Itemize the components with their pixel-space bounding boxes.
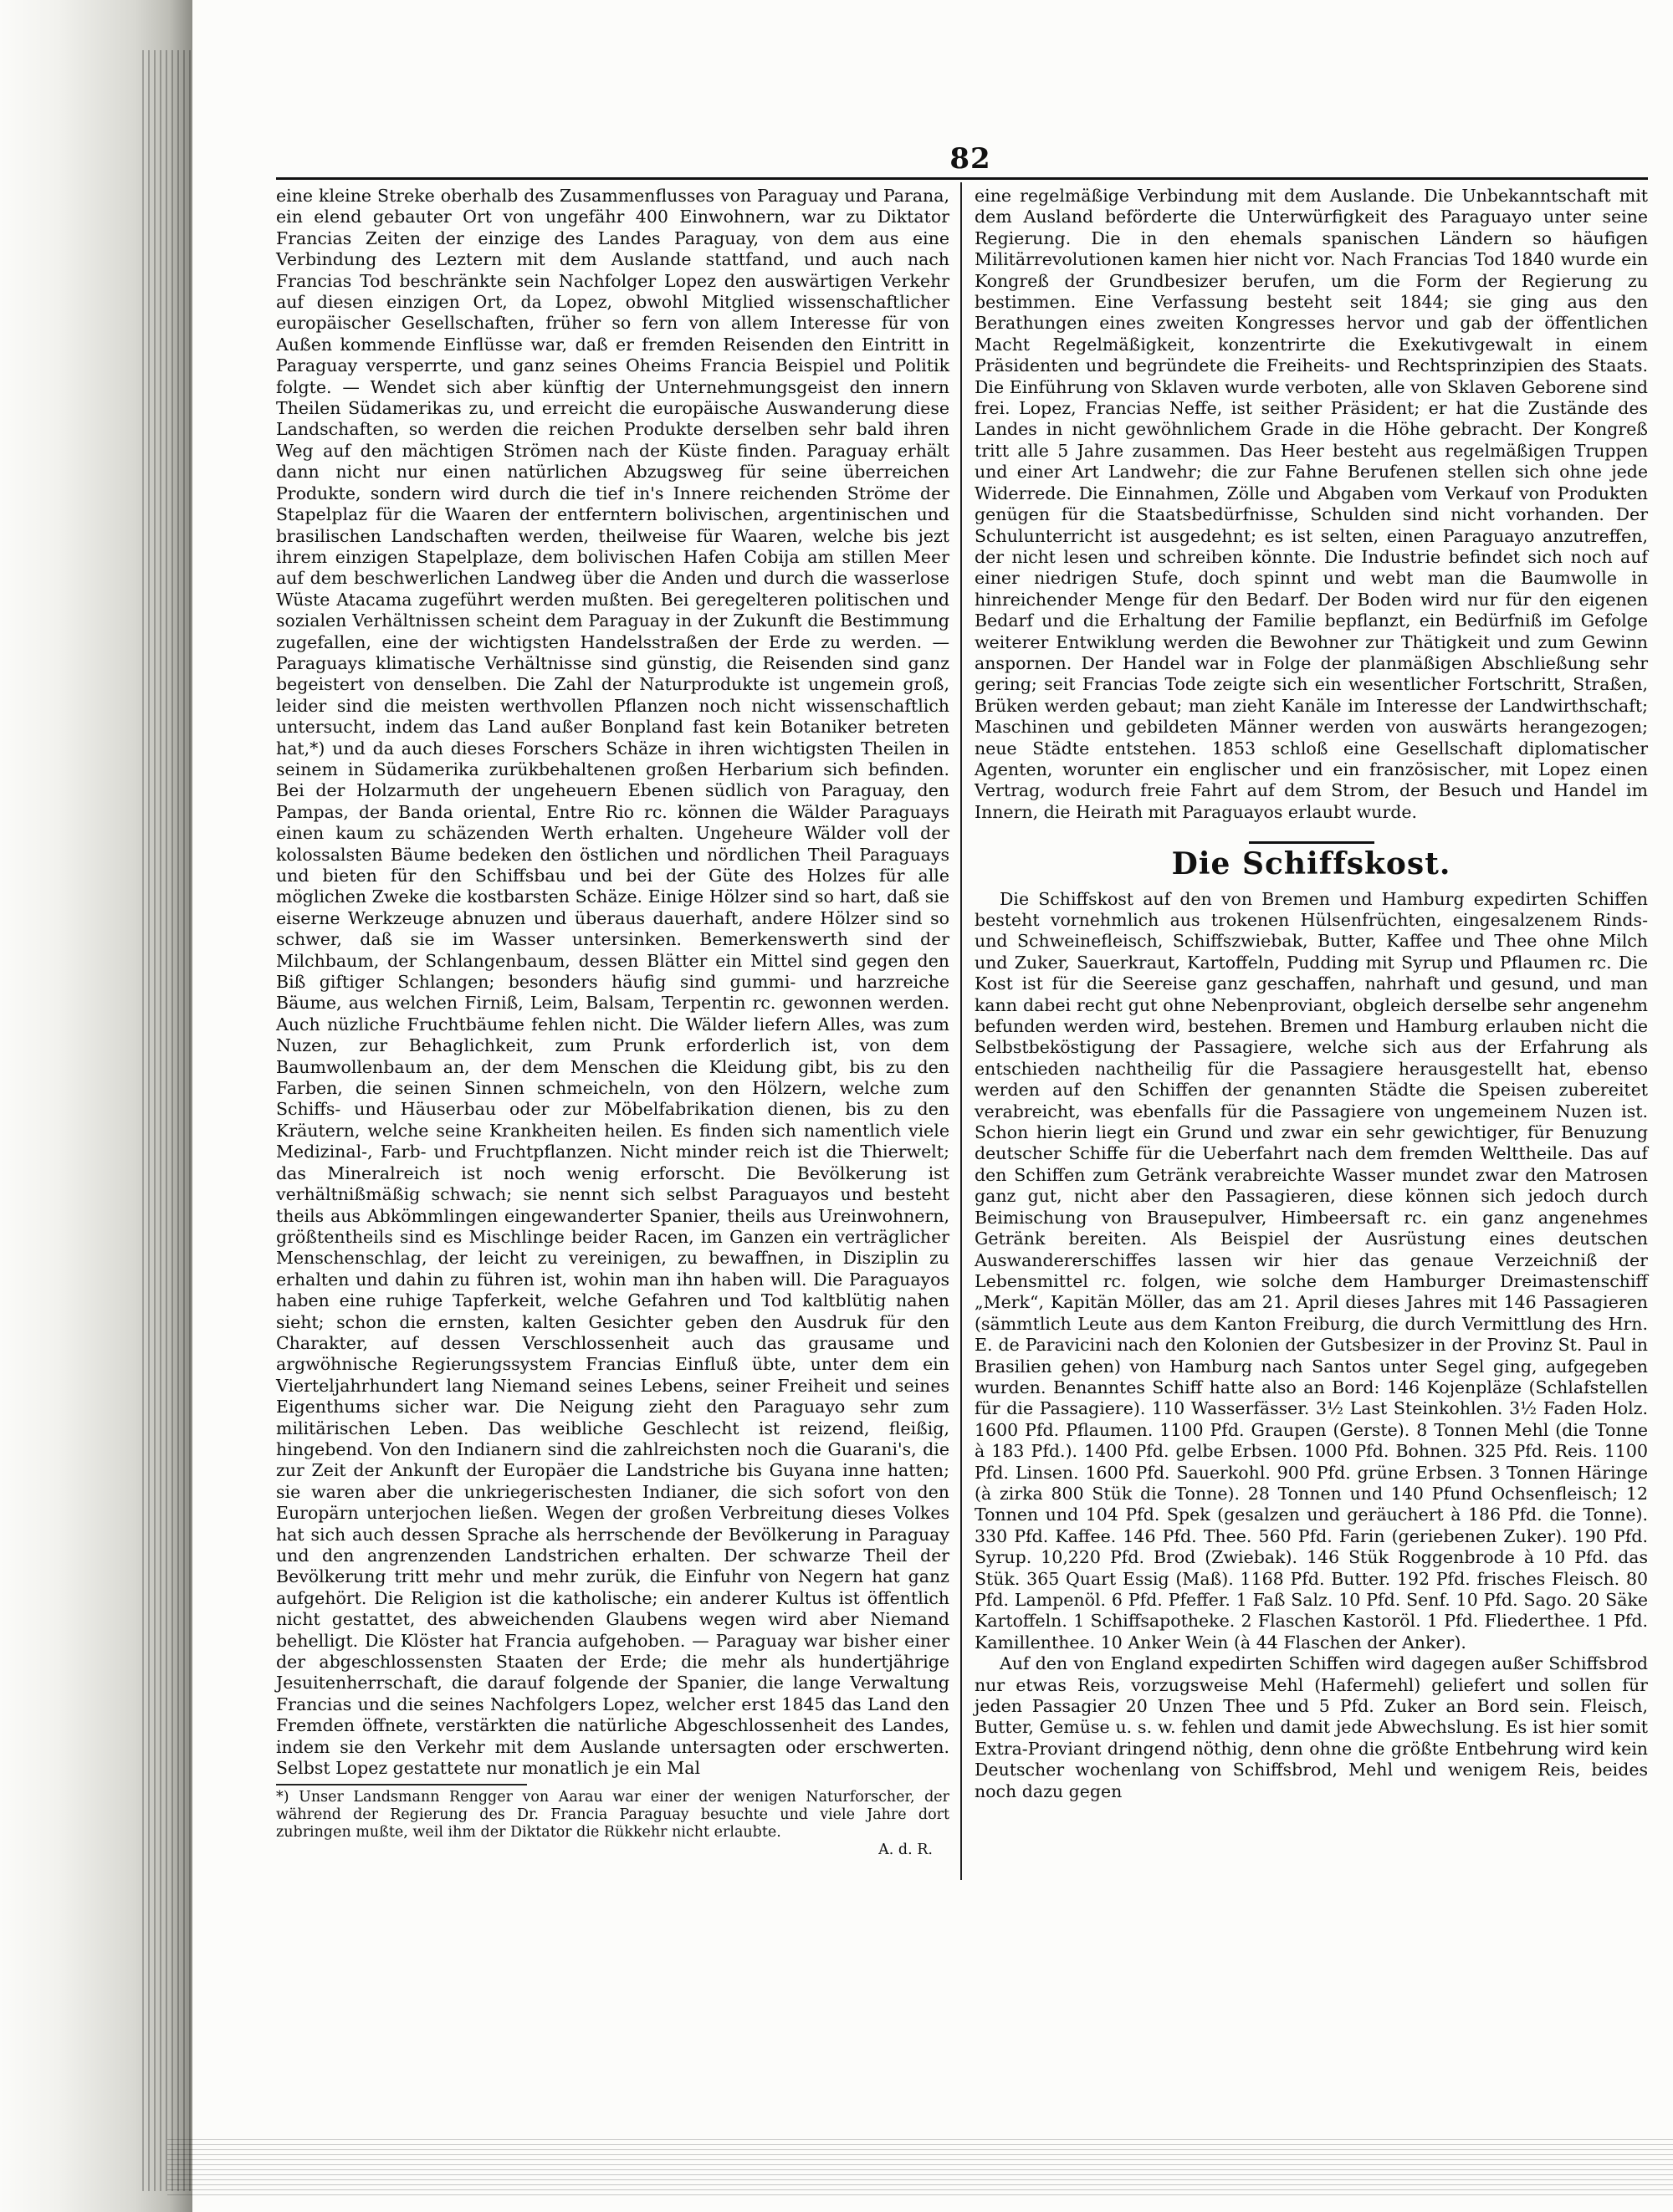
section-paragraph: Die Schiffskost auf den von Bremen und Hamburg expedirten Schiffen besteht vornehmlich aus trokenen Hülsenfrüchten, eingesalzenem Rinds- und Schweinefleisch, Schiffszwiebak, Butter, Kaffee und Thee ohne Milch und Zuker, Sauerkraut, Kartoffeln, Pudding mit Syrup und Pflaumen rc. Die Kost ist für die Seereise ganz geschaffen, nahrhaft und gesund, und man kann dabei recht gut ohne Nebenproviant, obgleich derselbe sehr angenehm befunden werden wird, bestehen. Bremen und Hamburg erlauben nicht die Selbstbeköstigung der Passagiere, welche sich aus der Erfahrung als entschieden nachtheilig für die Passagiere herausgestellt hat, ebenso werden auf den Schiffen der genannten Städte die Speisen zubereitet verabreicht, was ebenfalls für die Passagiere von ungemeinem Nuzen ist. Schon hierin liegt ein Grund und zwar ein sehr gewichtiger, für Benuzung deutscher Schiffe für die Ueberfahrt nach dem fremden Welttheile. Das auf den Schiffen zum Getränk verabreichte Wasser mundet zwar den Matrosen ganz gut, nicht aber den Passagieren, diese können sich jedoch durch Beimischung von Brausepulver, Himbeersaft rc. ein ganz angenehmes Getränk bereiten. Als Beispiel der Ausrüstung eines deutschen Auswandererschiffes lassen wir hier das genaue Verzeichniß der Lebensmittel rc. folgen, wie solche dem Hamburger Dreimastenschiff „Merk“, Kapitän Möller, das am 21. April dieses Jahres mit 146 Passagieren (sämmtlich Leute aus dem Kanton Freiburg, die durch Vermittlung des Hrn. E. de Paravicini nach den Kolonien der Gutsbesizer in der Provinz St. Paul in Brasilien gehen) von Hamburg nach Santos unter Segel ging, aufgegeben wurden. Benanntes Schiff hatte also an Bord: 146 Kojenpläze (Schlafstellen für die Passagiere). 110 Wasserfässer. 3½ Last Steinkohlen. 3½ Faden Holz. 1600 Pfd. Pflaumen. 1100 Pfd. Graupen (Gerste). 8 Tonnen Mehl (die Tonne à 183 Pfd.). 1400 Pfd. gelbe Erbsen. 1000 Pfd. Bohnen. 325 Pfd. Reis. 1100 Pfd. Linsen. 1600 Pfd. Sauerkohl. 900 Pfd. grüne Erbsen. 3 Tonnen Häringe (à zirka 800 Stük die Tonne). 28 Tonnen und 140 Pfund Ochsenfleisch; 12 Tonnen und 104 Pfd. Spek (gesalzen und geräuchert à 186 Pfd. die Tonne). 330 Pfd. Kaffee. 146 Pfd. Thee. 560 Pfd. Farin (geriebenen Zuker). 190 Pfd. Syrup. 10,220 Pfd. Brod (Zwiebak). 146 Stük Roggenbrode à 10 Pfd. das Stük. 365 Quart Essig (Maß). 1168 Pfd. Butter. 192 Pfd. frisches Fleisch. 80 Pfd. Lampenöl. 6 Pfd. Pfeffer. 1 Faß Salz. 10 Pfd. Senf. 10 Pfd. Sago. 20 Säke Kartoffeln. 1 Schiffsapotheke. 2 Flaschen Kastoröl. 1 Pfd. Fliederthee. 1 Pfd. Kamillenthee. 10 Anker Wein (à 44 Flaschen der Anker). (975, 888, 1648, 1653)
header-rule (276, 177, 1648, 180)
article-paragraph: eine regelmäßige Verbindung mit dem Auslande. Die Unbekanntschaft mit dem Ausland beförderte die Unterwürfigkeit des Paraguayo unter seine Regierung. Die in den ehemals spanischen Ländern so häufigen Militärrevolutionen kamen hier nicht vor. Nach Francias Tod 1840 wurde ein Kongreß der Grundbesizer berufen, um die Form der Regierung zu bestimmen. Eine Verfassung besteht seit 1844; sie ging aus den Berathungen eines zweiten Kongresses hervor und gab der öffentlichen Macht Regelmäßigkeit, konzentrirte die Exekutivgewalt in einem Präsidenten und begründete die Freiheits- und Rechtsprinzipien des Staats. Die Einführung von Sklaven wurde verboten, alle von Sklaven Geborene sind frei. Lopez, Francias Neffe, ist seither Präsident; er hat die Zustände des Landes in nicht gewöhnlichem Grade in die Höhe gebracht. Der Kongreß tritt alle 5 Jahre zusammen. Das Heer besteht aus regelmäßigen Truppen und einer Art Landwehr; die zur Fahne Berufenen stellen sich ohne jede Widerrede. Die Einnahmen, Zölle und Abgaben vom Verkauf von Produkten genügen für die Staatsbedürfnisse, Schulden sind nicht vorhanden. Der Schulunterricht ist ausgedehnt; es ist selten, einen Paraguayo anzutreffen, der nicht lesen und schreiben könnte. Die Industrie befindet sich noch auf einer niedrigen Stufe, doch spinnt und webt man die Baumwolle in hinreichender Menge für den Bedarf. Der Boden wird nur für den eigenen Bedarf und die Erhaltung der Familie bepflanzt, ein Bedürfniß im Gefolge weiterer Entwiklung werden die Bewohner zur Thätigkeit und zum Gewinn anspornen. Der Handel war in Folge der planmäßigen Abschließung sehr gering; seit Francias Tode zeigte sich ein wesentlicher Fortschritt, Straßen, Brüken werden gebaut; man zieht Kanäle im Interesse der Landwirthschaft; Maschinen und gebildeten Männer werden von auswärts herangezogen; neue Städte entstehen. 1853 schloß eine Gesellschaft diplomatischer Agenten, worunter ein englischer und ein französischer, mit Lopez einen Vertrag, wodurch freie Fahrt auf dem Strom, der Besuch und Handel im Innern, die Heirath mit Paraguayos erlaubt wurde. (975, 186, 1648, 822)
binding-shadow-lines (142, 50, 192, 2191)
right-column (975, 186, 1648, 1802)
footnote: *) Unser Landsmann Rengger von Aarau war einer der wenigen Naturforscher, der während der Regierung des Dr. Francia Paraguay besuchte und viele Jahre dort zubringen mußte, weil ihm der Diktator die Rükkehr nicht erlaubte. (276, 1789, 949, 1842)
footnote-signature: A. d. R. (878, 1842, 933, 1859)
footnote-rule (276, 1784, 527, 1785)
section-title: Die Schiffskost. (1171, 846, 1451, 882)
page-bottom-edge (167, 2137, 1673, 2195)
article-paragraph: eine kleine Streke oberhalb des Zusammenflusses von Paraguay und Parana, ein elend gebauter Ort von ungefähr 400 Einwohnern, war zu Diktator Francias Zeiten der einzige des Landes Paraguay, von dem aus eine Verbindung des Leztern mit dem Auslande stattfand, und auch nach Francias Tod beschränkte sein Nachfolger Lopez den auswärtigen Verkehr auf diesen einzigen Ort, da Lopez, obwohl Mitglied wissenschaftlicher europäischer Gesellschaften, früher so fern von allem Interesse für von Außen kommende Einflüsse war, daß er fremden Reisenden den Eintritt in Paraguay versperrte, und ganz seines Oheims Francia Beispiel und Politik folgte. — Wendet sich aber künftig der Unternehmungsgeist den innern Theilen Südamerikas zu, und erreicht die europäische Auswanderung diese Landschaften, so werden die reichen Produkte derselben sehr bald ihren Weg auf den mächtigen Strömen nach der Küste finden. Paraguay erhält dann nicht nur einen natürlichen Abzugsweg für seine überreichen Produkte, sondern wird durch die tief in's Innere reichenden Ströme der Stapelplaz für die Waaren der entferntern bolivischen, argentinischen und brasilischen Landschaften werden, theilweise für Waaren, welche bis jezt ihrem einzigen Stapelplaze, dem bolivischen Hafen Cobija am stillen Meer auf dem beschwerlichen Landweg über die Anden und durch die wasserlose Wüste Atacama zugeführt werden mußten. Bei geregelteren politischen und sozialen Verhältnissen scheint dem Paraguay in der Zukunft die Bestimmung zugefallen, eine der wichtigsten Handelsstraßen der Erde zu werden. — Paraguays klimatische Verhältnisse sind günstig, die Reisenden sind ganz begeistert von denselben. Die Zahl der Naturprodukte ist ungemein groß, leider sind die meisten werthvollen Pflanzen noch nicht wissenschaftlich untersucht, indem das Land außer Bonpland fast kein Botaniker betreten hat,*) und da auch dieses Forschers Schäze in ihren wichtigsten Theilen in seinem in Südamerika zurükbehaltenen großen Herbarium sich befinden. Bei der Holzarmuth der ungeheuern Ebenen südlich von Paraguay, den Pampas, der Banda oriental, Entre Rio rc. können die Wälder Paraguays einen kaum zu schäzenden Werth erhalten. Ungeheure Wälder voll der kolossalsten Bäume bedeken den östlichen und nördlichen Theil Paraguays und bieten für den Schiffsbau und bei der Güte des Holzes für alle möglichen Zweke die kostbarsten Schäze. Einige Hölzer sind so hart, daß sie eiserne Werkzeuge abnuzen und überaus dauerhaft, andere Hölzer sind so schwer, daß sie im Wasser untersinken. Bemerkenswerth sind der Milchbaum, der Schlangenbaum, dessen Blätter ein Mittel sind gegen den Biß giftiger Schlangen; besonders häufig sind gummi- und harzreiche Bäume, aus welchen Firniß, Leim, Balsam, Terpentin rc. gewonnen werden. Auch nüzliche Fruchtbäume fehlen nicht. Die Wälder liefern Alles, was zum Nuzen, zur Behaglichkeit, zum Prunk erforderlich ist, von dem Baumwollenbaum an, der dem Menschen die Kleidung gibt, bis zu den Farben, die seinen Sinnen schmeicheln, von den Hölzern, welche zum Schiffs- und Häuserbau oder zur Möbelfabrikation dienen, bis zu den Kräutern, welche seine Krankheiten heilen. Es finden sich namentlich viele Medizinal-, Farb- und Fruchtpflanzen. Nicht minder reich ist die Thierwelt; das Mineralreich ist noch wenig erforscht. Die Bevölkerung ist verhältnißmäßig schwach; sie nennt sich selbst Paraguayos und besteht theils aus Abkömmlingen eingewanderter Spanier, theils aus Ureinwohnern, größtentheils sind es Mischlinge beider Racen, im Ganzen ein verträglicher Menschenschlag, der leicht zu vereinigen, zu bewaffnen, in Disziplin zu erhalten und dahin zu führen ist, wohin man ihn haben will. Die Paraguayos haben eine ruhige Tapferkeit, welche Gefahren und Tod kaltblütig nahen sieht; schon die ernsten, kalten Gesichter geben den Ausdruk für den Charakter, auf dessen Verschlossenheit auch das grausame und argwöhnische Regierungssystem Francias Einfluß übte, unter dem ein Vierteljahrhundert lang Niemand seines Lebens, seiner Freiheit und seines Eigenthums sicher war. Die Neigung zieht den Paraguayo sehr zum militärischen Leben. Das weibliche Geschlecht ist reizend, fleißig, hingebend. Von den Indianern sind die zahlreichsten noch die Guarani's, die zur Zeit der Ankunft der Europäer die Landstriche bis Guyana inne hatten; sie waren aber die unkriegerischesten Indianer, die sich sofort von den Europärn unterjochen ließen. Wegen der großen Verbreitung dieses Volkes hat sich auch dessen Sprache als herrschende der Bevölkerung in Paraguay und den angrenzenden Landstrichen erhalten. Der schwarze Theil der Bevölkerung tritt mehr und mehr zurük, die Einfuhr von Negern hat ganz aufgehört. Die Religion ist die katholische; ein anderer Kultus ist öffentlich nicht gestattet, des abweichenden Glaubens wegen wird aber Niemand behelligt. Die Klöster hat Francia aufgehoben. — Paraguay war bisher einer der abgeschlossensten Staaten der Erde; die mehr als hundertjährige Jesuitenherrschaft, die darauf folgende der Spanier, die lange Verwaltung Francias und die seines Nachfolgers Lopez, welcher erst 1845 das Land den Fremden öffnete, verstärkten die natürliche Abgeschlossenheit des Landes, indem sie den Verkehr mit dem Auslande untersagten oder erschwerten. Selbst Lopez gestattete nur monatlich je ein Mal (276, 186, 949, 1779)
column-divider (960, 182, 962, 1880)
left-column (276, 186, 949, 1859)
section-paragraph: Auf den von England expedirten Schiffen wird dagegen außer Schiffsbrod nur etwas Reis, vorzugsweise Mehl (Hafermehl) geliefert und sollen für jeden Passagier 20 Unzen Thee und 5 Pfd. Zuker an Bord sein. Fleisch, Butter, Gemüse u. s. w. fehlen und damit jede Abwechslung. Es ist hier somit Extra-Proviant dringend nöthig, denn ohne die größte Entbehrung wird kein Deutscher wochenlang von Schiffsbrod, Mehl und wenigem Reis, beides noch dazu gegen (975, 1653, 1648, 1801)
page-number: 82 (949, 142, 991, 176)
newspaper-page (276, 142, 1648, 1965)
section-separator (1249, 841, 1374, 844)
